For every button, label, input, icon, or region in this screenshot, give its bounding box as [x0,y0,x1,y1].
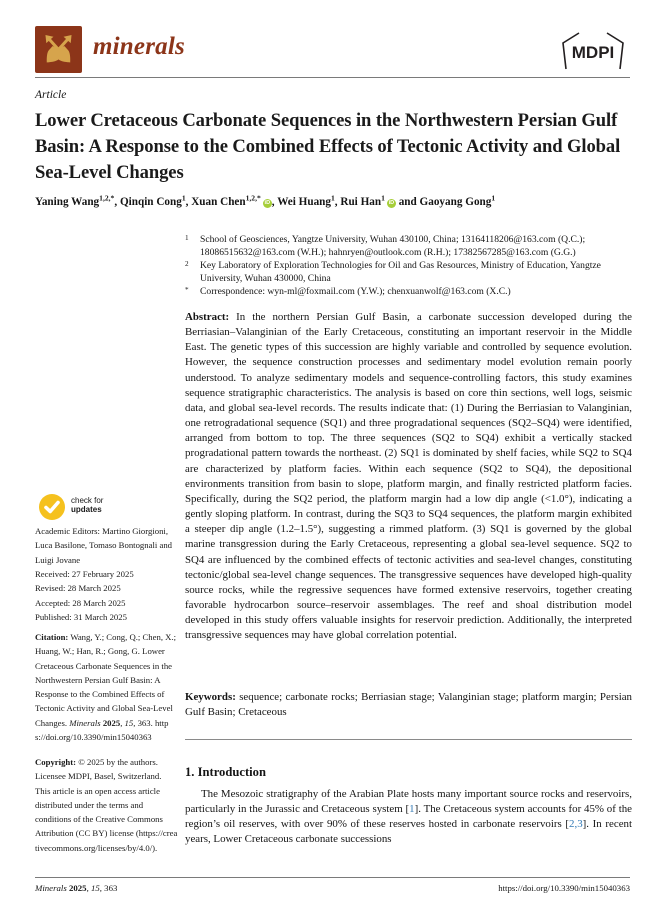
date-label: Revised: [35,583,66,594]
affiliation-marker: 1 [185,234,189,242]
date-row [35,610,178,624]
citation-journal: Minerals [69,717,101,728]
date-row [35,567,178,581]
badge-line2: updates [71,505,102,514]
intro-text: ]. The Cretaceous system accounts for 45% of the region’s oil reserves, with over 90% of these reserves hosted in carbonate reservoirs [ [185,803,632,831]
footer-volume: 15 [90,883,100,893]
introduction-paragraph [185,787,632,848]
affiliation-item [185,259,632,285]
keywords-text: sequence; carbonate rocks; Berriasian stage; Valanginian stage; platform margin; Persian Gulf Basin; Cretaceous [185,691,632,719]
page-footer [35,883,630,893]
author-line [35,195,635,210]
author-separator: , [185,196,192,208]
header-divider [35,77,630,78]
affiliations [185,233,632,298]
copyright-body: © 2025 by the authors. Licensee MDPI, Basel, Switzerland. This article is an open access article distributed under the terms and conditions of the Creative Commons Attribution (CC BY) license ( [35,757,163,839]
citation-ref-link[interactable]: 1 [409,803,415,816]
date-row [35,596,178,610]
citation-body: Wang, Y.; Cong, Q.; Chen, X.; Huang, W.; Han, R.; Gong, G. Lower Cretaceous Carbonate Sequences in the Northwestern Persian Gulf Basin: A Response to the Combined Effects of Tectonic Activity and Global Sea-Level Changes. [35,632,177,728]
author-affil-sup: 1 [491,193,496,203]
author-separator: and [395,196,420,208]
affiliation-item [185,233,632,259]
footer-doi-link[interactable]: https://doi.org/10.3390/min15040363 [498,883,630,893]
date-label: Published: [35,611,72,622]
citation-year: 2025 [100,717,121,728]
section-heading-introduction: 1. Introduction [185,765,266,779]
article-dates [35,567,178,624]
svg-text:MDPI: MDPI [571,43,615,62]
badge-text [71,496,103,514]
intro-text: ]. In recent years, Lower Cretaceous carbonate successions [185,818,632,846]
author: Qinqin Cong [119,196,182,208]
author: Yaning Wang [35,196,100,208]
keywords-paragraph [185,690,632,720]
badge-line1: check for [71,496,104,505]
copyright-block [35,755,178,855]
affiliation-text: Key Laboratory of Exploration Technologies for Oil and Gas Resources, Ministry of Education, Yangtze University, Wuhan 430000, China [200,260,601,284]
author-affil-sup: 1 [181,193,186,203]
correspondence-item [185,285,632,298]
date-value: 31 March 2025 [71,611,127,622]
page-title: Lower Cretaceous Carbonate Sequences in the Northwestern Persian Gulf Basin: A Response to the Combined Effects of Tectonic Activity and Global Sea-Level Changes [35,110,621,183]
mdpi-logo[interactable] [556,30,630,72]
orcid-icon[interactable]: iD [264,200,271,206]
correspondence-text: Correspondence: wyn-ml@foxmail.com (Y.W.); chenxuanwolf@163.com (X.C.) [200,286,511,297]
citation-sep: , [120,717,125,728]
author-separator: , [114,196,120,208]
citation-ref-link[interactable]: 2,3 [569,818,583,831]
author: Wei Huang [277,196,331,208]
citation-block [35,630,178,744]
keywords-label: Keywords: [185,691,236,703]
intro-text: The Mesozoic stratigraphy of the Arabian Plate hosts many important source rocks and reservoirs, particularly in the Jurassic and Cretaceous system [ [185,788,632,816]
footer-journal-ref [35,883,117,893]
date-value: 28 March 2025 [65,583,121,594]
abstract-paragraph [185,310,632,643]
citation-doi-link[interactable]: https://doi.org/10.3390/min15040363 [35,717,169,743]
copyright-tail: ). [152,842,158,853]
author: Rui Han [340,196,382,208]
academic-editors: Academic Editors: Martino Giorgioni, Luca Basilone, Tomaso Bontognali and Luigi Jovane [35,526,173,565]
abstract-label: Abstract: [185,311,230,323]
mdpi-crystal-icon [556,30,630,72]
author-affil-sup: 1,2,* [245,193,261,203]
affiliation-marker: * [185,286,189,294]
author-affil-sup: 1,2,* [99,193,115,203]
date-label: Received: [35,569,70,579]
journal-wordmark: minerals [93,33,185,60]
abstract-divider [185,739,632,740]
affiliation-marker: 2 [185,260,189,268]
author-affil-sup: 1 [381,193,385,203]
affiliation-text: School of Geosciences, Yangtze University, Wuhan 430100, China; 13164118206@163.com (Q.C.); 18086515632@163.com (W.H.); hahnryen@outlook.com (R.H.); 17382567285@163.com (G.G.) [200,234,586,258]
citation-sep: , 363. [133,717,155,728]
footer-year: 2025 [66,883,87,893]
author-separator: , [334,196,341,208]
author: Gaoyang Gong [419,196,492,208]
footer-sep: , [86,883,91,893]
orcid-icon[interactable]: iD [388,200,395,206]
author-affil-sup: 1 [330,193,335,203]
check-for-updates-badge[interactable] [38,493,158,521]
date-value: 28 March 2025 [70,597,126,608]
date-label: Accepted: [35,597,71,608]
footer-divider [35,877,630,878]
footer-sep: , 363 [99,883,118,893]
copyright-label: Copyright: [35,757,77,767]
license-url-link[interactable]: https://creativecommons.org/licenses/by/4.0/ [35,828,178,853]
citation-volume: 15 [124,717,134,728]
article-type-label: Article [35,89,67,101]
citation-label: Citation: [35,632,69,642]
footer-journal-name: Minerals [35,883,67,893]
abstract-text: In the northern Persian Gulf Basin, a carbonate succession developed during the Berriasian–Valanginian of the Early Cretaceous, constituting an important reservoir in the Middle East. The genetic types of this succession are highly variable and controlled by sequence evolution. However, the sequence construction processes and sedimentary model evolution remain poorly understood. To analyze sedimentary models and sequence-controlling factors, this study examines sequence stratigraphic characteristics. The analysis is based on core thin sections, well logs, seismic data, and global sea-level records. The results indicate that: (1) During the Berriasian to Valanginian, one retrogradational sequence (SQ1) and three progradational sequences (SQ2–SQ4) were identified, arranged from bottom to top. The three sequences (SQ2 to SQ4) exhibit a vertically stacked progradational pattern towards the northeast. (2) SQ1 is dominated by shelf facies, while SQ2 to SQ4 are characterized by platform facies. Within each sequence (SQ2 to SQ4), the depositional environments transition from basin to slope, platform margin, and finally restricted platform facies. Specifically, during the SQ2 period, the platform margin had a low dip angle (<1.0°), indicating a gently sloping platform. In contrast, during the SQ3 to SQ4 sequences, the platform margin exhibited a steeper dip angle (1.2–1.5°), suggesting a rimmed platform. (3) SQ1 is governed by the global marine transgression during the Early Cretaceous, representing a global sea-level sequence. SQ2 to SQ4 are influenced by the combined effects of tectonic activities and sea-level changes, constituting tectonic/global sea-level change sequences. The transgressive sequences have developed high-quality source rocks, while the regressive sequences have formed extensive reservoirs, together creating favorable hydrocarbon source–reservoir assemblages. The reef and shoal distribution model developed in this study offers valuable insights for reservoir prediction. Additionally, the interpreted transgressive sequences may have global correlation potential. [185,311,632,642]
author: Xuan Chen [191,196,246,208]
crossed-shovels-icon [35,26,82,73]
date-value: 27 February 2025 [69,569,134,579]
minerals-journal-logo[interactable] [35,26,82,73]
date-row [35,581,178,595]
author-separator: , [271,196,278,208]
checkmark-circle-icon [38,493,66,521]
